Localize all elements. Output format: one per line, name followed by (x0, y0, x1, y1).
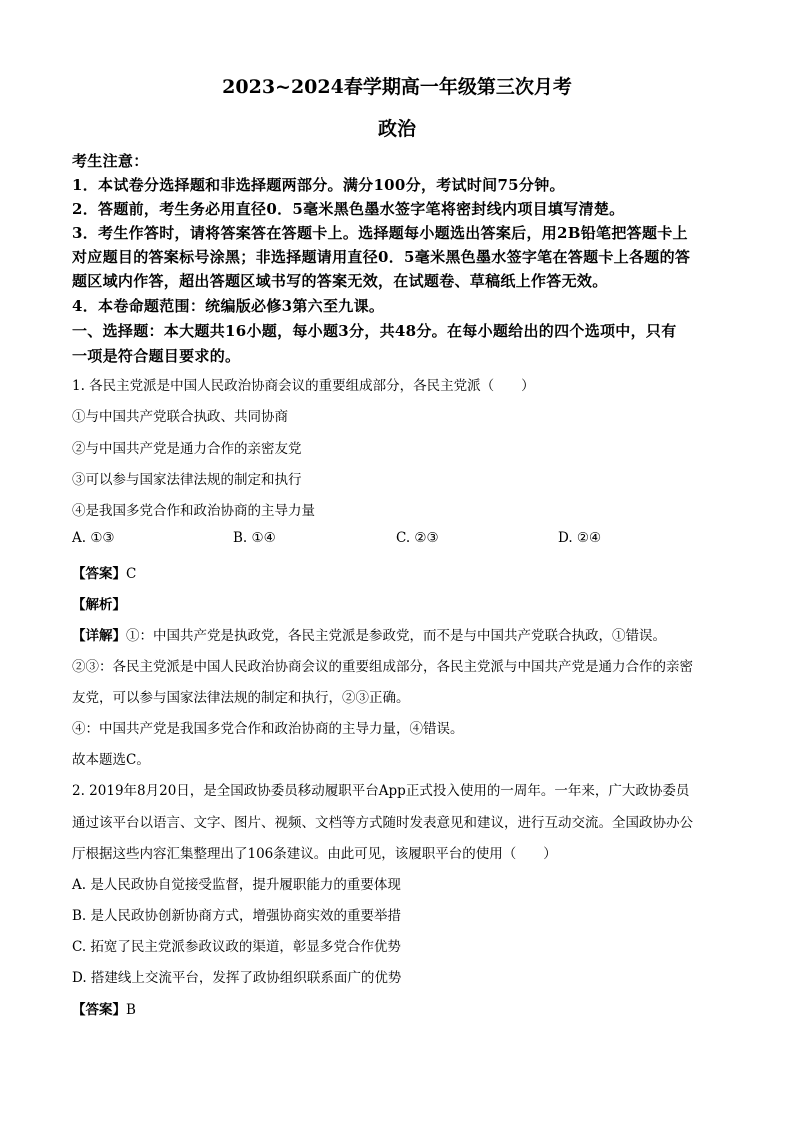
question-1-option-a: A. ①③ (72, 530, 115, 546)
question-2-stem-line: 厅根据这些内容汇集整理出了106条建议。由此可见，该履职平台的使用（ ） (72, 846, 557, 862)
detail-text: ①：中国共产党是执政党，各民主党派是参政党，而不是与中国共产党联合执政，①错误。 (126, 628, 666, 644)
question-1-detail-line: ②③：各民主党派是中国人民政治协商会议的重要组成部分，各民主党派与中国共产党是通力合作的亲密 (72, 659, 693, 675)
notice-line: 对应题目的答案标号涂黑；非选择题请用直径0．5毫米黑色墨水签字笔在答题卡上各题的答 (72, 248, 691, 266)
answer-value: B (126, 1002, 136, 1018)
question-1-stem: 1. 各民主党派是中国人民政治协商会议的重要组成部分，各民主党派（ ） (72, 378, 535, 394)
question-1-option-b: B. ①④ (233, 530, 276, 546)
question-2-option-b: B. 是人民政协创新协商方式，增强协商实效的重要举措 (72, 908, 402, 924)
question-1-item: ③可以参与国家法律法规的制定和执行 (72, 472, 302, 488)
notice-heading: 考生注意： (72, 152, 149, 170)
question-1-item: ④是我国多党合作和政治协商的主导力量 (72, 503, 315, 519)
question-1-conclusion: 故本题选C。 (72, 752, 150, 768)
question-1-detail (72, 624, 666, 644)
question-2-stem-line: 2. 2019年8月20日，是全国政协委员移动履职平台App正式投入使用的一周年。一年来，广大政协委员 (72, 783, 690, 799)
question-1-option-d: D. ②④ (558, 530, 602, 546)
question-1-answer (72, 562, 136, 582)
question-2-stem-line: 通过该平台以语言、文字、图片、视频、文档等方式随时发表意见和建议，进行互动交流。全国政协办公 (72, 815, 693, 831)
question-1-detail-line: ④：中国共产党是我国多党合作和政治协商的主导力量，④错误。 (72, 721, 464, 737)
answer-tag: 【答案】 (72, 566, 126, 582)
question-1-item: ①与中国共产党联合执政、共同协商 (72, 409, 288, 425)
answer-value: C (126, 566, 137, 582)
question-1-analysis-tag (72, 593, 126, 613)
question-1-option-c: C. ②③ (396, 530, 439, 546)
subject-title: 政治 (377, 118, 416, 140)
notice-line: 题区域内作答，超出答题区域书写的答案无效，在试题卷、草稿纸上作答无效。 (72, 272, 608, 290)
notice-line: 2．答题前，考生务必用直径0．5毫米黑色墨水签字笔将密封线内项目填写清楚。 (72, 200, 625, 218)
question-1-item: ②与中国共产党是通力合作的亲密友党 (72, 441, 302, 457)
exam-title: 2023~2024春学期高一年级第三次月考 (222, 76, 572, 98)
question-2-answer (72, 998, 136, 1018)
section-heading: 一项是符合题目要求的。 (72, 347, 241, 365)
notice-line: 1．本试卷分选择题和非选择题两部分。满分100分，考试时间75分钟。 (72, 176, 565, 194)
question-2-option-c: C. 拓宽了民主党派参政议政的渠道，彰显多党合作优势 (72, 939, 401, 955)
question-2-option-d: D. 搭建线上交流平台，发挥了政协组织联系面广的优势 (72, 970, 402, 986)
analysis-tag: 【解析】 (72, 597, 126, 613)
section-heading: 一、选择题：本大题共16小题，每小题3分，共48分。在每小题给出的四个选项中，只有 (72, 322, 677, 340)
notice-line: 4．本卷命题范围：统编版必修3第六至九课。 (72, 297, 385, 315)
detail-tag: 【详解】 (72, 628, 126, 644)
question-1-detail-line: 友党，可以参与国家法律法规的制定和执行，②③正确。 (72, 690, 410, 706)
answer-tag: 【答案】 (72, 1002, 126, 1018)
notice-line: 3．考生作答时，请将答案答在答题卡上。选择题每小题选出答案后，用2B铅笔把答题卡上 (72, 224, 688, 242)
question-2-option-a: A. 是人民政协自觉接受监督，提升履职能力的重要体现 (72, 877, 401, 893)
